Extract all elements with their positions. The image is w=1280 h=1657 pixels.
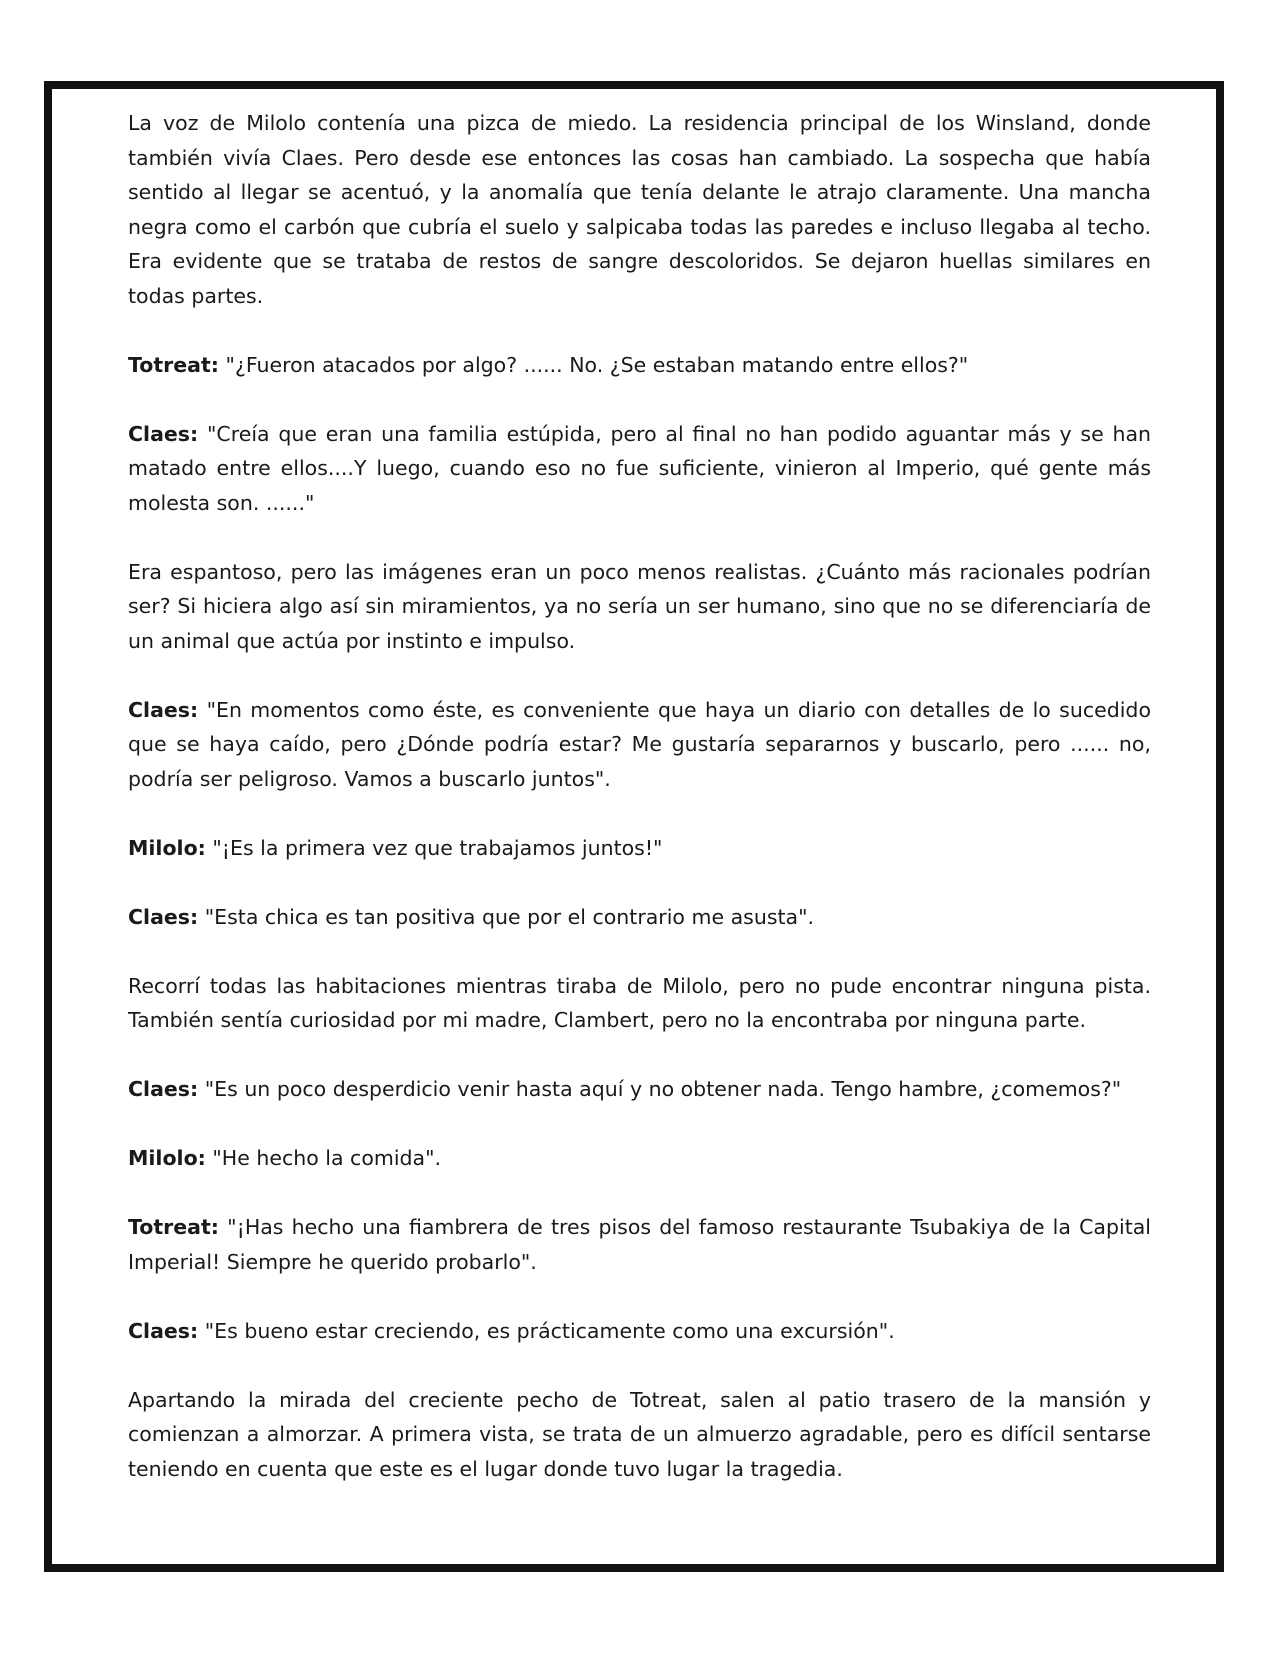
paragraph-text: Recorrí todas las habitaciones mientras tiraba de Milolo, pero no pude encontrar ninguna pista. También sentía curiosidad por mi madre, Clambert, pero no la encontraba por ninguna parte. bbox=[128, 973, 1151, 1032]
paragraph-text: "He hecho la comida". bbox=[205, 1146, 442, 1170]
speaker-label: Totreat: bbox=[128, 1215, 219, 1239]
speaker-label: Claes: bbox=[128, 904, 199, 929]
dialogue-paragraph bbox=[128, 831, 1151, 866]
paragraph-text: Apartando la mirada del creciente pecho de Totreat, salen al patio trasero de la mansión y comienzan a almorzar. A primera vista, se trata de un almuerzo agradable, pero es difícil sentarse teniendo en cuenta que este es el lugar donde tuvo lugar la tragedia. bbox=[128, 1387, 1151, 1481]
paragraph-text: Era espantoso, pero las imágenes eran un poco menos realistas. ¿Cuánto más racionales podrían ser? Si hiciera algo así sin miramientos, ya no sería un ser humano, sino que no se diferenciaría de un animal que actúa por instinto e impulso. bbox=[128, 559, 1151, 653]
dialogue-paragraph bbox=[128, 1314, 1151, 1349]
dialogue-paragraph bbox=[128, 348, 1151, 383]
speaker-label: Claes: bbox=[128, 697, 199, 722]
narration-paragraph bbox=[128, 969, 1151, 1038]
paragraph-text: "Creía que eran una familia estúpida, pero al final no han podido aguantar más y se han matado entre ellos....Y luego, cuando eso no fue suficiente, vinieron al Imperio, qué gente más molesta son. ......" bbox=[128, 421, 1151, 515]
paragraph-text: "¡Es la primera vez que trabajamos juntos!" bbox=[205, 835, 663, 860]
paragraph-text: "Es un poco desperdicio venir hasta aquí y no obtener nada. Tengo hambre, ¿comemos?" bbox=[198, 1077, 1122, 1101]
dialogue-paragraph bbox=[128, 693, 1151, 797]
dialogue-paragraph bbox=[128, 1210, 1151, 1279]
paragraph-text: "Esta chica es tan positiva que por el contrario me asusta". bbox=[198, 904, 815, 929]
speaker-label: Milolo: bbox=[128, 835, 206, 860]
paragraph-text: "¡Has hecho una fiambrera de tres pisos del famoso restaurante Tsubakiya de la Capital Imperial! Siempre he querido probarlo". bbox=[128, 1215, 1151, 1274]
speaker-label: Totreat: bbox=[128, 352, 219, 377]
dialogue-paragraph bbox=[128, 417, 1151, 521]
paragraph-text: "¿Fueron atacados por algo? ...... No. ¿Se estaban matando entre ellos?" bbox=[219, 352, 969, 377]
paragraph-text: La voz de Milolo contenía una pizca de miedo. La residencia principal de los Winsland, donde también vivía Claes. Pero desde ese entonces las cosas han cambiado. La sospecha que había sentido al llegar se acentuó, y la anomalía que tenía delante le atrajo claramente. Una mancha negra como el carbón que cubría el suelo y salpicaba todas las paredes e incluso llegaba al techo. Era evidente que se trataba de restos de sangre descoloridos. Se dejaron huellas similares en todas partes. bbox=[128, 111, 1151, 308]
dialogue-paragraph bbox=[128, 900, 1151, 935]
document-body bbox=[128, 106, 1151, 1486]
speaker-label: Claes: bbox=[128, 1318, 199, 1343]
paragraph-text: "En momentos como éste, es conveniente que haya un diario con detalles de lo sucedido que se haya caído, pero ¿Dónde podría estar? Me gustaría separarnos y buscarlo, pero ...... no, podría ser peligroso. Vamos a buscarlo juntos". bbox=[128, 697, 1151, 791]
narration-paragraph bbox=[128, 106, 1151, 313]
speaker-label: Claes: bbox=[128, 421, 199, 446]
narration-paragraph bbox=[128, 1383, 1151, 1487]
narration-paragraph bbox=[128, 555, 1151, 659]
dialogue-paragraph bbox=[128, 1141, 1151, 1176]
speaker-label: Milolo: bbox=[128, 1146, 206, 1170]
paragraph-text: "Es bueno estar creciendo, es prácticamente como una excursión". bbox=[198, 1318, 895, 1343]
dialogue-paragraph bbox=[128, 1072, 1151, 1107]
speaker-label: Claes: bbox=[128, 1077, 199, 1101]
